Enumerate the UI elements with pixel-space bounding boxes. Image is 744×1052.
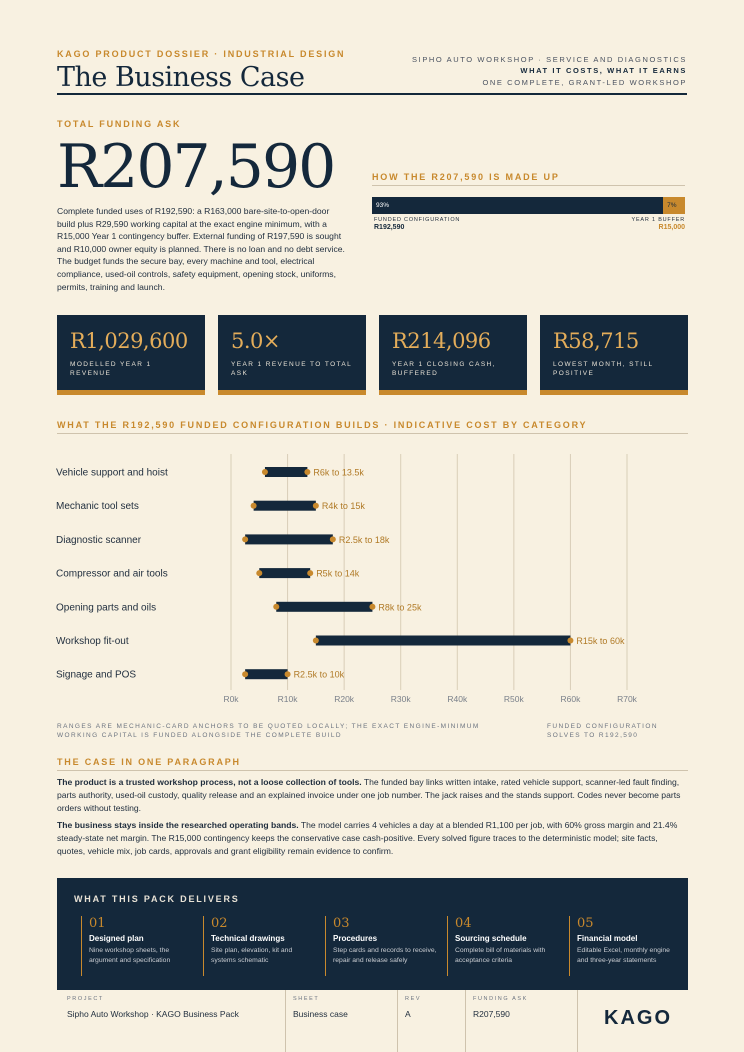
deliverable-subtitle: Editable Excel, monthly engine and three-year statements <box>577 947 670 964</box>
kpi-label: YEAR 1 CLOSING CASH, BUFFERED <box>392 361 496 377</box>
deliverable-number: 03 <box>333 916 350 931</box>
kpi-value: R58,715 <box>553 329 639 353</box>
range-bar <box>245 669 287 679</box>
category-label: Diagnostic scanner <box>56 534 142 546</box>
case-rule <box>57 770 688 771</box>
chart-title: WHAT THE R192,590 FUNDED CONFIGURATION BUILDS · INDICATIVE COST BY CATEGORY <box>57 420 588 430</box>
footer-rev <box>405 996 421 1019</box>
range-high-dot <box>304 469 310 475</box>
deliverable-title: Procedures <box>333 934 378 943</box>
footer-divider <box>285 990 286 1052</box>
title-block <box>57 990 688 1052</box>
case-p1-body: The funded bay links written intake, rated vehicle support, scanner-led fault finding, parts authority, used-oil custody, quality release and an explained invoice under one job number. The jack raises and the stands support. Codes never become parts orders without testing. <box>57 777 681 813</box>
category-label: Compressor and air tools <box>56 568 168 580</box>
kpi-card-closing-cash <box>379 315 527 395</box>
kpi-card-lowest-month <box>540 315 688 395</box>
range-bar <box>259 568 310 578</box>
x-tick-label: R0k <box>223 694 239 704</box>
range-low-dot <box>251 503 257 509</box>
page-title: The Business Case <box>57 62 305 93</box>
deliverable-subtitle: Complete bill of materials with acceptance criteria <box>455 947 546 964</box>
category-label: Signage and POS <box>56 669 137 681</box>
footer-sheet <box>293 996 348 1019</box>
footer-value: R207,590 <box>473 1009 510 1019</box>
footer-label: FUNDING ASK <box>473 996 528 1002</box>
range-high-dot <box>285 671 291 677</box>
chart-note: RANGES ARE MECHANIC-CARD ANCHORS TO BE QUOTED LOCALLY; THE EXACT ENGINE-MINIMUM WORKING CAPITAL IS FUNDED ALONGSIDE THE COMPLETE BUILD <box>57 723 480 739</box>
footer-value: Business case <box>293 1009 348 1019</box>
footer-divider <box>577 990 578 1052</box>
deliverables-kicker: WHAT THIS PACK DELIVERS <box>74 894 240 904</box>
footer-divider <box>465 990 466 1052</box>
range-high-dot <box>369 604 375 610</box>
deliverable-number: 02 <box>211 916 228 931</box>
kpi-label: YEAR 1 REVENUE TO TOTAL ASK <box>231 361 352 377</box>
kpi-card-ratio <box>218 315 366 395</box>
deliverable-subtitle: Step cards and records to receive, repair and release safely <box>333 947 437 964</box>
deliverable-title: Sourcing schedule <box>455 934 527 943</box>
deliverable-item <box>447 916 559 976</box>
range-low-dot <box>273 604 279 610</box>
range-low-dot <box>256 570 262 576</box>
range-low-dot <box>262 469 268 475</box>
deliverable-title: Designed plan <box>89 934 144 943</box>
mix-a-label: FUNDED CONFIGURATION <box>374 217 461 223</box>
dossier-kicker: KAGO PRODUCT DOSSIER · INDUSTRIAL DESIGN <box>57 49 346 59</box>
range-bar <box>265 467 307 477</box>
x-tick-label: R10k <box>277 694 298 704</box>
case-paragraph-1 <box>57 776 687 814</box>
x-tick-label: R70k <box>617 694 637 704</box>
range-bar <box>254 501 316 511</box>
deliverable-number: 05 <box>577 916 594 931</box>
kago-logo: KAGO <box>604 1007 672 1029</box>
deliverable-number: 04 <box>455 916 472 931</box>
range-high-dot <box>567 638 573 644</box>
deliverable-item <box>569 916 681 976</box>
funding-amount: R207,590 <box>57 132 335 202</box>
x-tick-label: R20k <box>334 694 355 704</box>
chart-note-right: FUNDED CONFIGURATION SOLVES TO R192,590 <box>547 723 658 739</box>
footer-label: PROJECT <box>67 996 104 1002</box>
chart-title-rule <box>57 433 688 434</box>
x-tick-label: R50k <box>503 694 524 704</box>
x-tick-label: R60k <box>560 694 581 704</box>
footer-value: Sipho Auto Workshop · KAGO Business Pack <box>67 1009 239 1019</box>
footer-project <box>67 996 239 1019</box>
kpi-label: MODELLED YEAR 1 REVENUE <box>70 361 152 377</box>
deliverable-subtitle: Nine workshop sheets, the argument and specification <box>89 947 171 964</box>
footer-label: REV <box>405 996 422 1002</box>
category-label: Vehicle support and hoist <box>56 467 168 479</box>
case-p1-lead: The product is a trusted workshop process, not a loose collection of tools. <box>57 777 362 787</box>
deliverable-item <box>203 916 315 976</box>
range-label: R8k to 25k <box>378 602 422 613</box>
range-bar <box>276 602 372 612</box>
funding-mix-bar <box>372 197 685 214</box>
deliverable-title: Financial model <box>577 934 638 943</box>
range-high-dot <box>330 536 336 542</box>
category-label: Mechanic tool sets <box>56 501 139 513</box>
range-label: R6k to 13.5k <box>313 467 364 478</box>
range-low-dot <box>313 638 319 644</box>
range-bar <box>245 534 333 544</box>
mix-a-value: R192,590 <box>374 224 405 231</box>
footer-divider <box>397 990 398 1052</box>
deliverables-panel <box>57 878 688 990</box>
range-label: R2.5k to 18k <box>338 534 390 545</box>
footer-ask <box>473 996 528 1019</box>
header-client-line: SIPHO AUTO WORKSHOP · SERVICE AND DIAGNOSTICS <box>412 55 687 64</box>
funding-description: Complete funded uses of R192,590: a R163,000 bare-site-to-open-door build plus R29,590 working capital at the exact engine minimum, with a R15,000 Year 1 contingency buffer. External funding of R197,590 is sought and R10,000 owner equity is planned. There is no loan and no debt service. The budget funds the secure bay, every machine and tool, electrical compliance, used-oil controls, safety equipment, opening stock, uniforms, permits, training and launch. <box>57 206 345 292</box>
category-label: Opening parts and oils <box>56 602 157 614</box>
category-label: Workshop fit-out <box>56 636 129 647</box>
header-tagline: ONE COMPLETE, GRANT-LED WORKSHOP <box>482 78 687 87</box>
x-tick-label: R40k <box>447 694 468 704</box>
mix-kicker: HOW THE R207,590 IS MADE UP <box>372 172 560 182</box>
range-label: R15k to 60k <box>576 636 625 646</box>
mix-segment-configuration: 93% <box>372 197 663 214</box>
mix-rule <box>372 185 685 186</box>
kpi-value: R1,029,600 <box>70 329 188 353</box>
case-p2-body: The model carries 4 vehicles a day at a blended R1,100 per job, with 60% gross margin and 21.4% steady-state net margin. The R15,000 contingency keeps the conservative case cash-positive. Every solved figure traces to the deterministic model; site facts, quotes, vehicle mix, job cards, approvals and grant eligibility remain evidence to confirm. <box>57 820 678 856</box>
deliverable-subtitle: Site plan, elevation, kit and systems schematic <box>211 947 293 964</box>
kpi-card-revenue <box>57 315 205 395</box>
deliverable-title: Technical drawings <box>211 934 285 943</box>
range-label: R4k to 15k <box>321 501 365 512</box>
deliverable-item <box>325 916 437 976</box>
range-label: R5k to 14k <box>316 568 360 579</box>
mix-b-value: R15,000 <box>658 224 685 231</box>
range-high-dot <box>313 503 319 509</box>
range-low-dot <box>242 536 248 542</box>
header-subtitle: WHAT IT COSTS, WHAT IT EARNS <box>520 66 687 75</box>
footer-value: A <box>405 1009 411 1019</box>
kpi-value: 5.0× <box>231 329 280 353</box>
kpi-value: R214,096 <box>392 329 491 353</box>
range-low-dot <box>242 671 248 677</box>
deliverable-item <box>81 916 193 976</box>
x-tick-label: R30k <box>390 694 411 704</box>
case-paragraph-2 <box>57 819 687 857</box>
range-bar <box>316 636 571 646</box>
case-p2-lead: The business stays inside the researched operating bands. <box>57 820 299 830</box>
header-rule <box>57 93 687 95</box>
funding-kicker: TOTAL FUNDING ASK <box>57 119 182 129</box>
case-kicker: THE CASE IN ONE PARAGRAPH <box>57 757 241 767</box>
kpi-label: LOWEST MONTH, STILL POSITIVE <box>553 361 654 377</box>
mix-segment-buffer: 7% <box>663 197 685 214</box>
deliverable-number: 01 <box>89 916 106 931</box>
footer-label: SHEET <box>293 996 320 1002</box>
range-label: R2.5k to 10k <box>293 669 345 680</box>
range-high-dot <box>307 570 313 576</box>
mix-b-label: YEAR 1 BUFFER <box>631 217 685 223</box>
cost-range-chart <box>0 440 744 710</box>
